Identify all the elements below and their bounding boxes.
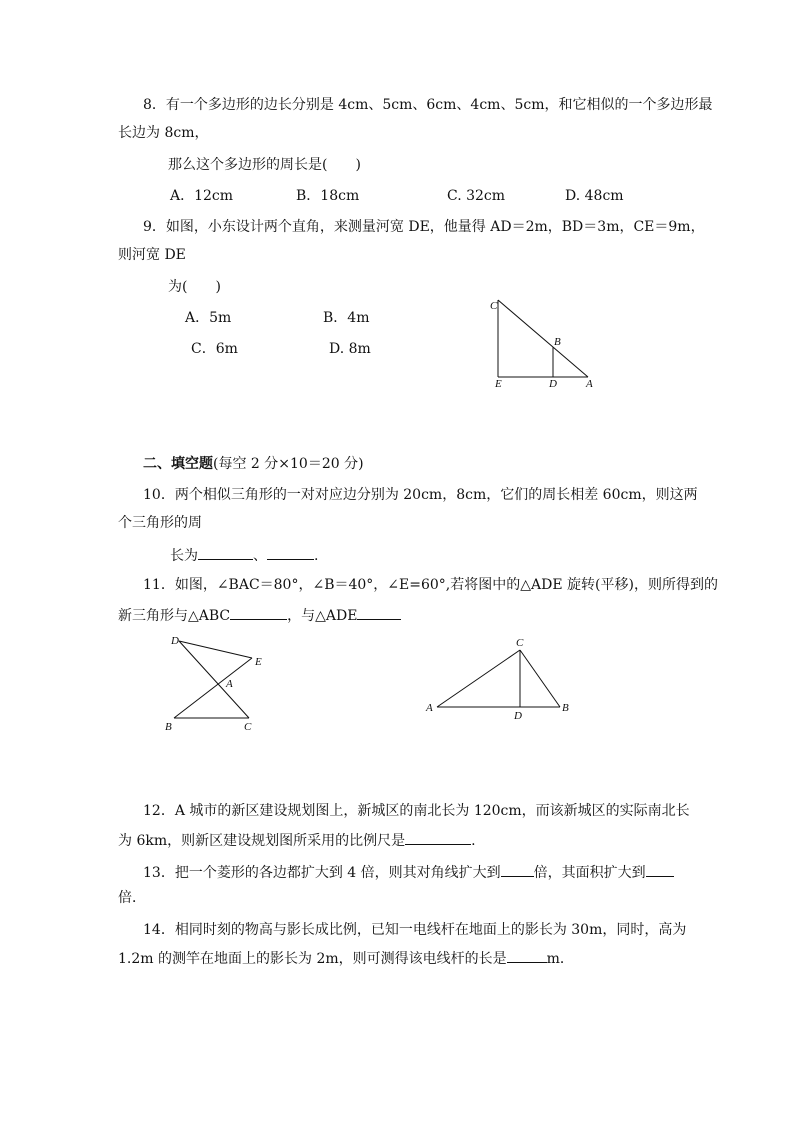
- q9-line1: 9．如图，小东设计两个直角，来测量河宽 DE，他量得 AD＝2m，BD＝3m，CE＝9m，: [143, 219, 705, 235]
- q11-fig2-label-b: B: [562, 702, 569, 714]
- q11-fig1-label-a: A: [226, 678, 233, 690]
- q10-line1: 10．两个相似三角形的一对对应边分别为 20cm，8cm，它们的周长相差 60cm，则这两: [143, 487, 698, 503]
- q11-fig1-label-e: E: [255, 656, 262, 668]
- q12-end: .: [471, 833, 476, 849]
- q9-label-c: C: [490, 300, 498, 312]
- q14-end: m．: [546, 951, 574, 967]
- q10-line2: 个三角形的周: [118, 515, 202, 531]
- q11-figure-2: [420, 630, 580, 730]
- q8-line2: 长边为 8cm，: [118, 125, 209, 141]
- q11-fig2-segment-ac: [437, 650, 520, 707]
- q10-line3: [170, 545, 318, 565]
- q8-option-d: D. 48cm: [565, 188, 624, 204]
- q9-label-e: E: [495, 378, 502, 390]
- q9-option-c: C．6m: [191, 341, 238, 357]
- q10-prefix: 长为: [170, 548, 198, 564]
- q14-line1: 14．相同时刻的物高与影长成比例，已知一电线杆在地面上的影长为 30m，同时，高为: [143, 922, 687, 938]
- q12-line1: 12．A 城市的新区建设规划图上，新城区的南北长为 120cm，而该新城区的实际南北长: [143, 803, 690, 819]
- q8-option-a: A．12cm: [170, 188, 234, 204]
- q9-line3: 为( ): [168, 279, 221, 295]
- q10-blank-2[interactable]: [267, 545, 314, 560]
- q9-line2: 则河宽 DE: [118, 247, 186, 263]
- section2-score: (每空 2 分×10＝20 分): [213, 456, 364, 472]
- q11-fig1-label-d: D: [171, 635, 179, 647]
- q9-option-d: D. 8m: [329, 341, 371, 357]
- q11-text-a: 新三角形与△ABC: [118, 608, 231, 624]
- q11-fig2-label-a: A: [426, 702, 433, 714]
- q11-fig1-label-c: C: [244, 721, 252, 733]
- q11-line2: [118, 605, 401, 625]
- q9-option-b: B．4m: [323, 310, 370, 326]
- q13-line1: [143, 862, 674, 882]
- q12-text: 为 6km，则新区建设规划图所采用的比例尺是: [118, 833, 406, 849]
- q12-blank[interactable]: [405, 830, 471, 845]
- q13-blank-1[interactable]: [501, 862, 534, 877]
- section2-prefix: 二、: [143, 456, 171, 472]
- section2-title: 填空题: [171, 456, 213, 472]
- q9-label-a: A: [586, 378, 593, 390]
- q10-blank-1[interactable]: [198, 545, 253, 560]
- q10-separator: 、: [253, 548, 267, 564]
- q9-option-a: A．5m: [185, 310, 232, 326]
- q13-blank-2[interactable]: [646, 862, 674, 877]
- q12-line2: [118, 830, 476, 850]
- q11-figure-1: [160, 630, 280, 740]
- q13-text-b: 倍，其面积扩大到: [533, 865, 646, 881]
- q14-text: 1.2m 的测竿在地面上的影长为 2m，则可测得该电线杆的长是: [118, 951, 507, 967]
- q9-figure: [485, 295, 605, 395]
- q8-option-c: C. 32cm: [447, 188, 506, 204]
- q11-fig2-label-d: D: [514, 710, 522, 722]
- q11-fig2-segment-cb: [520, 650, 560, 707]
- q14-blank[interactable]: [507, 948, 547, 963]
- q11-blank-2[interactable]: [357, 605, 401, 620]
- q9-label-d: D: [549, 378, 557, 390]
- section2-heading: [143, 455, 364, 473]
- q11-fig2-label-c: C: [516, 637, 524, 649]
- q11-blank-1[interactable]: [230, 605, 287, 620]
- q11-text-b: ，与△ADE: [287, 608, 358, 624]
- q8-line1: 8．有一个多边形的边长分别是 4cm、5cm、6cm、4cm、5cm，和它相似的一个多边形最: [143, 97, 713, 113]
- q13-line2: 倍．: [118, 890, 146, 906]
- q8-line3: 那么这个多边形的周长是( ): [168, 157, 361, 173]
- q14-line2: [118, 948, 574, 968]
- q11-line1: 11．如图，∠BAC＝80°，∠B＝40°，∠E=60°,若将图中的△ADE 旋转(平移)，则所得到的: [143, 577, 718, 593]
- q8-option-b: B．18cm: [296, 188, 360, 204]
- q11-fig1-segment-de: [179, 641, 252, 658]
- q11-fig1-label-b: B: [165, 721, 172, 733]
- q10-end: .: [314, 548, 319, 564]
- q9-segment-ca: [498, 300, 588, 377]
- q9-label-b: B: [554, 336, 561, 348]
- q13-text-a: 13．把一个菱形的各边都扩大到 4 倍，则其对角线扩大到: [143, 865, 501, 881]
